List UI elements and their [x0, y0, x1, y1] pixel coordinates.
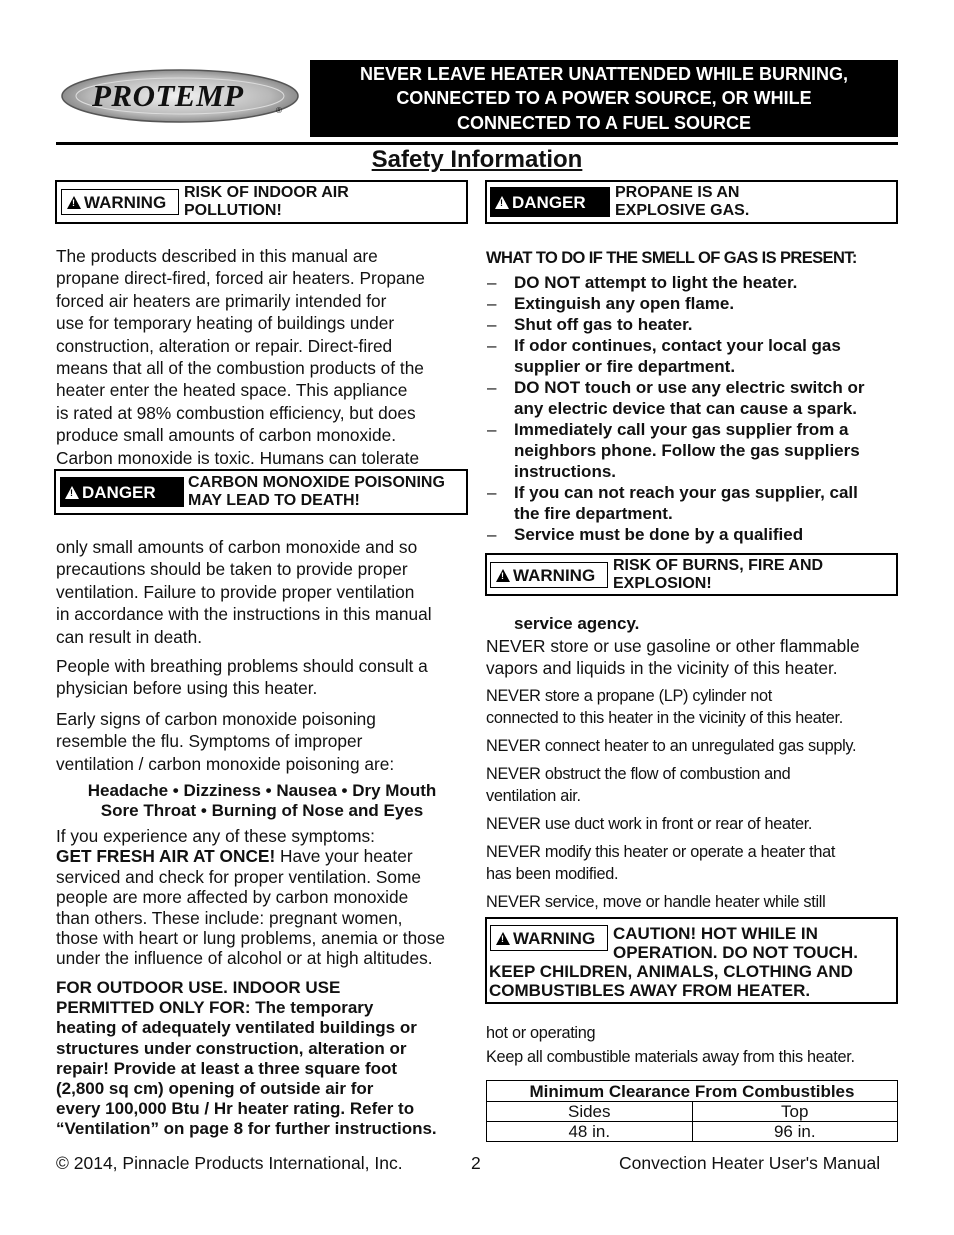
- keep-away-text: Keep all combustible materials away from this heater.: [486, 1048, 855, 1066]
- list-item: – DO NOT attempt to light the heater.: [486, 272, 900, 293]
- warning-hot-box: [485, 917, 898, 1004]
- warning-indoor-air-box: [55, 180, 468, 224]
- list-item: – Immediately call your gas supplier from a neighbors phone. Follow the gas suppliers instructions.: [486, 419, 900, 482]
- warning-message: RISK OF INDOOR AIR POLLUTION!: [184, 184, 349, 219]
- list-item: – If you can not reach your gas supplier, call the fire department.: [486, 482, 900, 524]
- footer-copyright: © 2014, Pinnacle Products International, Inc.: [56, 1153, 403, 1173]
- banner-line: NEVER LEAVE HEATER UNATTENDED WHILE BURNING,: [359, 63, 848, 84]
- list-item: – Service must be done by a qualified: [486, 524, 900, 545]
- banner-line: CONNECTED TO A FUEL SOURCE: [456, 112, 752, 133]
- table-cell-top: 96 in.: [692, 1122, 898, 1142]
- warning-triangle-icon: !: [496, 569, 510, 582]
- intro-paragraph: The products described in this manual are propane direct-fired, forced air heaters. Propane forced air heaters are primarily intended for use for temporary heating of buildings under construction, alteration or repair. Direct-fired means that all of the combustion products of the heater enter the heated space. This appliance is rated at 98% combustion efficiency, but does produce small amounts of carbon monoxide. Carbon monoxide is toxic. Humans can tolerate: [56, 246, 425, 468]
- warning-burns-box: [485, 553, 898, 596]
- early-signs-paragraph: Early signs of carbon monoxide poisoning resemble the flu. Symptoms of improper ventilation / carbon monoxide poisoning are:: [56, 709, 395, 774]
- fresh-air-paragraph: If you experience any of these symptoms: GET FRESH AIR AT ONCE! Have your heater serviced and check for proper ventilation. Some people are more affected by carbon monoxide than others. These include: pregnant women, those with heart or lung problems, anemia or those under the influence of alcohol or at high altitudes.: [56, 826, 446, 969]
- never-modify: NEVER modify this heater or operate a heater that has been modified.: [486, 843, 836, 884]
- list-item: – Shut off gas to heater.: [486, 314, 900, 335]
- table-row: [487, 1122, 898, 1142]
- never-duct: NEVER use duct work in front or rear of heater.: [486, 815, 813, 833]
- table-header-top: Top: [692, 1102, 898, 1122]
- never-cylinder: NEVER store a propane (LP) cylinder not connected to this heater in the vicinity of this heater.: [486, 687, 843, 728]
- danger-message: PROPANE IS AN EXPLOSIVE GAS.: [615, 184, 750, 219]
- warning-message: RISK OF BURNS, FIRE AND EXPLOSION!: [613, 557, 824, 592]
- table-row: [487, 1102, 898, 1122]
- table-header-sides: Sides: [487, 1102, 693, 1122]
- registered-mark: ®: [276, 106, 282, 115]
- danger-message: CARBON MONOXIDE POISONING MAY LEAD TO DEATH!: [188, 474, 445, 509]
- warning-label: ! WARNING: [490, 925, 608, 951]
- symptoms-list: Headache • Dizziness • Nausea • Dry Mouth Sore Throat • Burning of Nose and Eyes: [87, 781, 437, 820]
- danger-label: ! DANGER: [490, 187, 610, 217]
- danger-triangle-icon: !: [65, 486, 79, 499]
- warning-message: CAUTION! HOT WHILE IN OPERATION. DO NOT TOUCH.: [613, 924, 858, 962]
- breathing-paragraph: People with breathing problems should consult a physician before using this heater.: [56, 656, 428, 699]
- banner-line: CONNECTED TO A POWER SOURCE, OR WHILE: [396, 88, 812, 109]
- never-obstruct: NEVER obstruct the flow of combustion and ventilation air.: [486, 765, 791, 806]
- danger-label: ! DANGER: [60, 477, 184, 507]
- danger-propane-box: [485, 180, 898, 224]
- service-agency-text: service agency.: [514, 614, 640, 633]
- never-service: NEVER service, move or handle heater while still: [486, 893, 826, 911]
- hot-operating-text: hot or operating: [486, 1024, 596, 1042]
- danger-carbon-monoxide-box: [54, 469, 468, 515]
- never-unregulated: NEVER connect heater to an unregulated gas supply.: [486, 737, 857, 755]
- warning-triangle-icon: !: [67, 196, 81, 209]
- never-gasoline: NEVER store or use gasoline or other flammable vapors and liquids in the vicinity of this heater.: [486, 636, 860, 679]
- footer-manual-title: Convection Heater User's Manual: [619, 1153, 881, 1173]
- page-title: Safety Information: [371, 146, 583, 173]
- gas-smell-steps: [486, 272, 900, 545]
- gas-smell-heading: WHAT TO DO IF THE SMELL OF GAS IS PRESENT:: [486, 249, 857, 267]
- list-item: – Extinguish any open flame.: [486, 293, 900, 314]
- never-unattended-banner: [310, 60, 898, 137]
- danger-triangle-icon: !: [495, 196, 509, 209]
- ventilation-paragraph: only small amounts of carbon monoxide and so precautions should be taken to provide proper ventilation. Failure to provide proper ventilation in accordance with the instructions in this manual can result in death.: [56, 537, 432, 647]
- clearance-table: [486, 1080, 898, 1142]
- logo-wordmark: PROTEMP: [92, 78, 244, 113]
- warning-message-continued: KEEP CHILDREN, ANIMALS, CLOTHING AND COMBUSTIBLES AWAY FROM HEATER.: [489, 962, 853, 1000]
- warning-triangle-icon: !: [496, 932, 510, 945]
- list-item: – DO NOT touch or use any electric switch or any electric device that can cause a spark.: [486, 377, 900, 419]
- protemp-logo: [58, 66, 302, 126]
- header-rule: [56, 142, 898, 145]
- fresh-air-emphasis: GET FRESH AIR AT ONCE!: [56, 846, 276, 867]
- warning-label: ! WARNING: [490, 562, 608, 588]
- list-item: – If odor continues, contact your local gas supplier or fire department.: [486, 335, 900, 377]
- table-cell-sides: 48 in.: [487, 1122, 693, 1142]
- outdoor-use-paragraph: FOR OUTDOOR USE. INDOOR USE PERMITTED ONLY FOR: The temporary heating of adequately ventilated buildings or structures under construction, alteration or repair! Provide at least a three square foot (2,800 sq cm) opening of outside air for every 100,000 Btu / Hr heater rating. Refer to “Ventilation” on page 8 for further instructions.: [56, 978, 437, 1139]
- warning-label: ! WARNING: [61, 189, 179, 215]
- clearance-table-title: Minimum Clearance From Combustibles: [487, 1081, 898, 1102]
- footer-page-number: 2: [471, 1153, 481, 1173]
